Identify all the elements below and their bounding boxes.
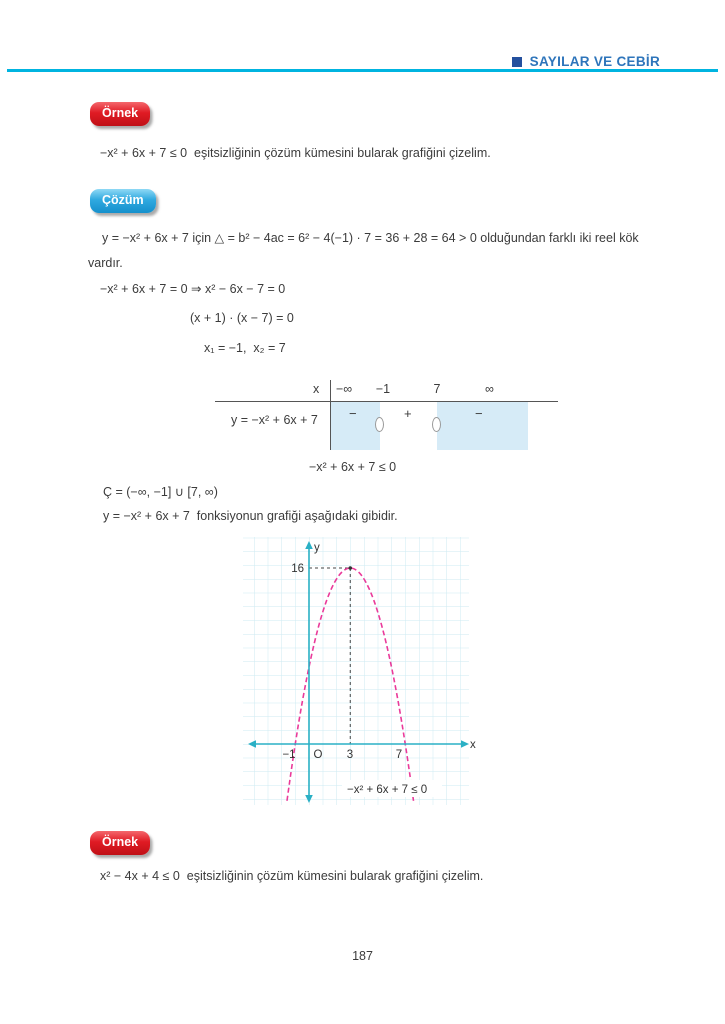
open-circle-root-1	[375, 417, 384, 432]
page-number: 187	[352, 949, 373, 963]
x-axis-label: x	[470, 739, 476, 751]
solution-badge: Çözüm	[90, 189, 156, 213]
parabola-graph	[243, 537, 481, 813]
chapter-title: SAYILAR VE CEBİR	[529, 54, 660, 69]
x-tick-3: 3	[346, 749, 354, 761]
solution-step-1: −x² + 6x + 7 = 0 ⇒ x² − 6x − 7 = 0	[100, 282, 286, 296]
graph-caption: −x² + 6x + 7 ≤ 0	[347, 784, 428, 796]
x-tick-neg1: −1	[282, 749, 296, 761]
sign-table-caption: −x² + 6x + 7 ≤ 0	[309, 460, 397, 474]
page-header	[512, 54, 660, 69]
sign-table-row-label: y = −x² + 6x + 7	[231, 413, 318, 427]
solution-set: Ç = (−∞, −1] ∪ [7, ∞)	[103, 485, 218, 499]
sign-minus-left: −	[349, 406, 357, 421]
example-2-statement: x² − 4x + 4 ≤ 0 eşitsizliğinin çözüm kümesini bularak grafiğini çizelim.	[100, 869, 484, 883]
graph-intro: y = −x² + 6x + 7 fonksiyonun grafiği aşağıdaki gibidir.	[103, 509, 398, 523]
sign-table	[215, 380, 560, 480]
open-circle-root-2	[432, 417, 441, 432]
sign-table-vertical-line	[330, 380, 331, 450]
example-badge-2: Örnek	[90, 831, 150, 855]
example-1-statement: −x² + 6x + 7 ≤ 0 eşitsizliğinin çözüm kümesini bularak grafiğini çizelim.	[100, 146, 491, 160]
origin-label: O	[313, 749, 323, 761]
sign-table-pos-infinity: ∞	[485, 382, 494, 396]
discriminant-line: y = −x² + 6x + 7 için △ = b² − 4ac = 6² − 4(−1) · 7 = 36 + 28 = 64 > 0 olduğundan farklı iki reel kök vardır.	[88, 231, 639, 270]
sign-minus-right: −	[475, 406, 483, 421]
graph-grid	[243, 537, 469, 805]
vertex-point	[348, 566, 352, 570]
sign-table-root-2: 7	[433, 382, 441, 396]
solution-step-3: x₁ = −1, x₂ = 7	[204, 341, 286, 355]
header-rule	[7, 69, 718, 72]
solution-step-2: (x + 1) · (x − 7) = 0	[190, 311, 294, 325]
x-tick-7: 7	[395, 749, 403, 761]
y-tick-16: 16	[291, 563, 304, 575]
sign-table-variable: x	[313, 382, 320, 396]
sign-table-neg-infinity: −∞	[336, 382, 353, 396]
sign-plus: +	[404, 406, 412, 421]
example-badge-1: Örnek	[90, 102, 150, 126]
sign-table-horizontal-line	[215, 401, 558, 402]
y-axis-label: y	[314, 542, 320, 554]
sign-table-root-1: −1	[375, 382, 391, 396]
section-bullet-icon	[512, 57, 522, 67]
